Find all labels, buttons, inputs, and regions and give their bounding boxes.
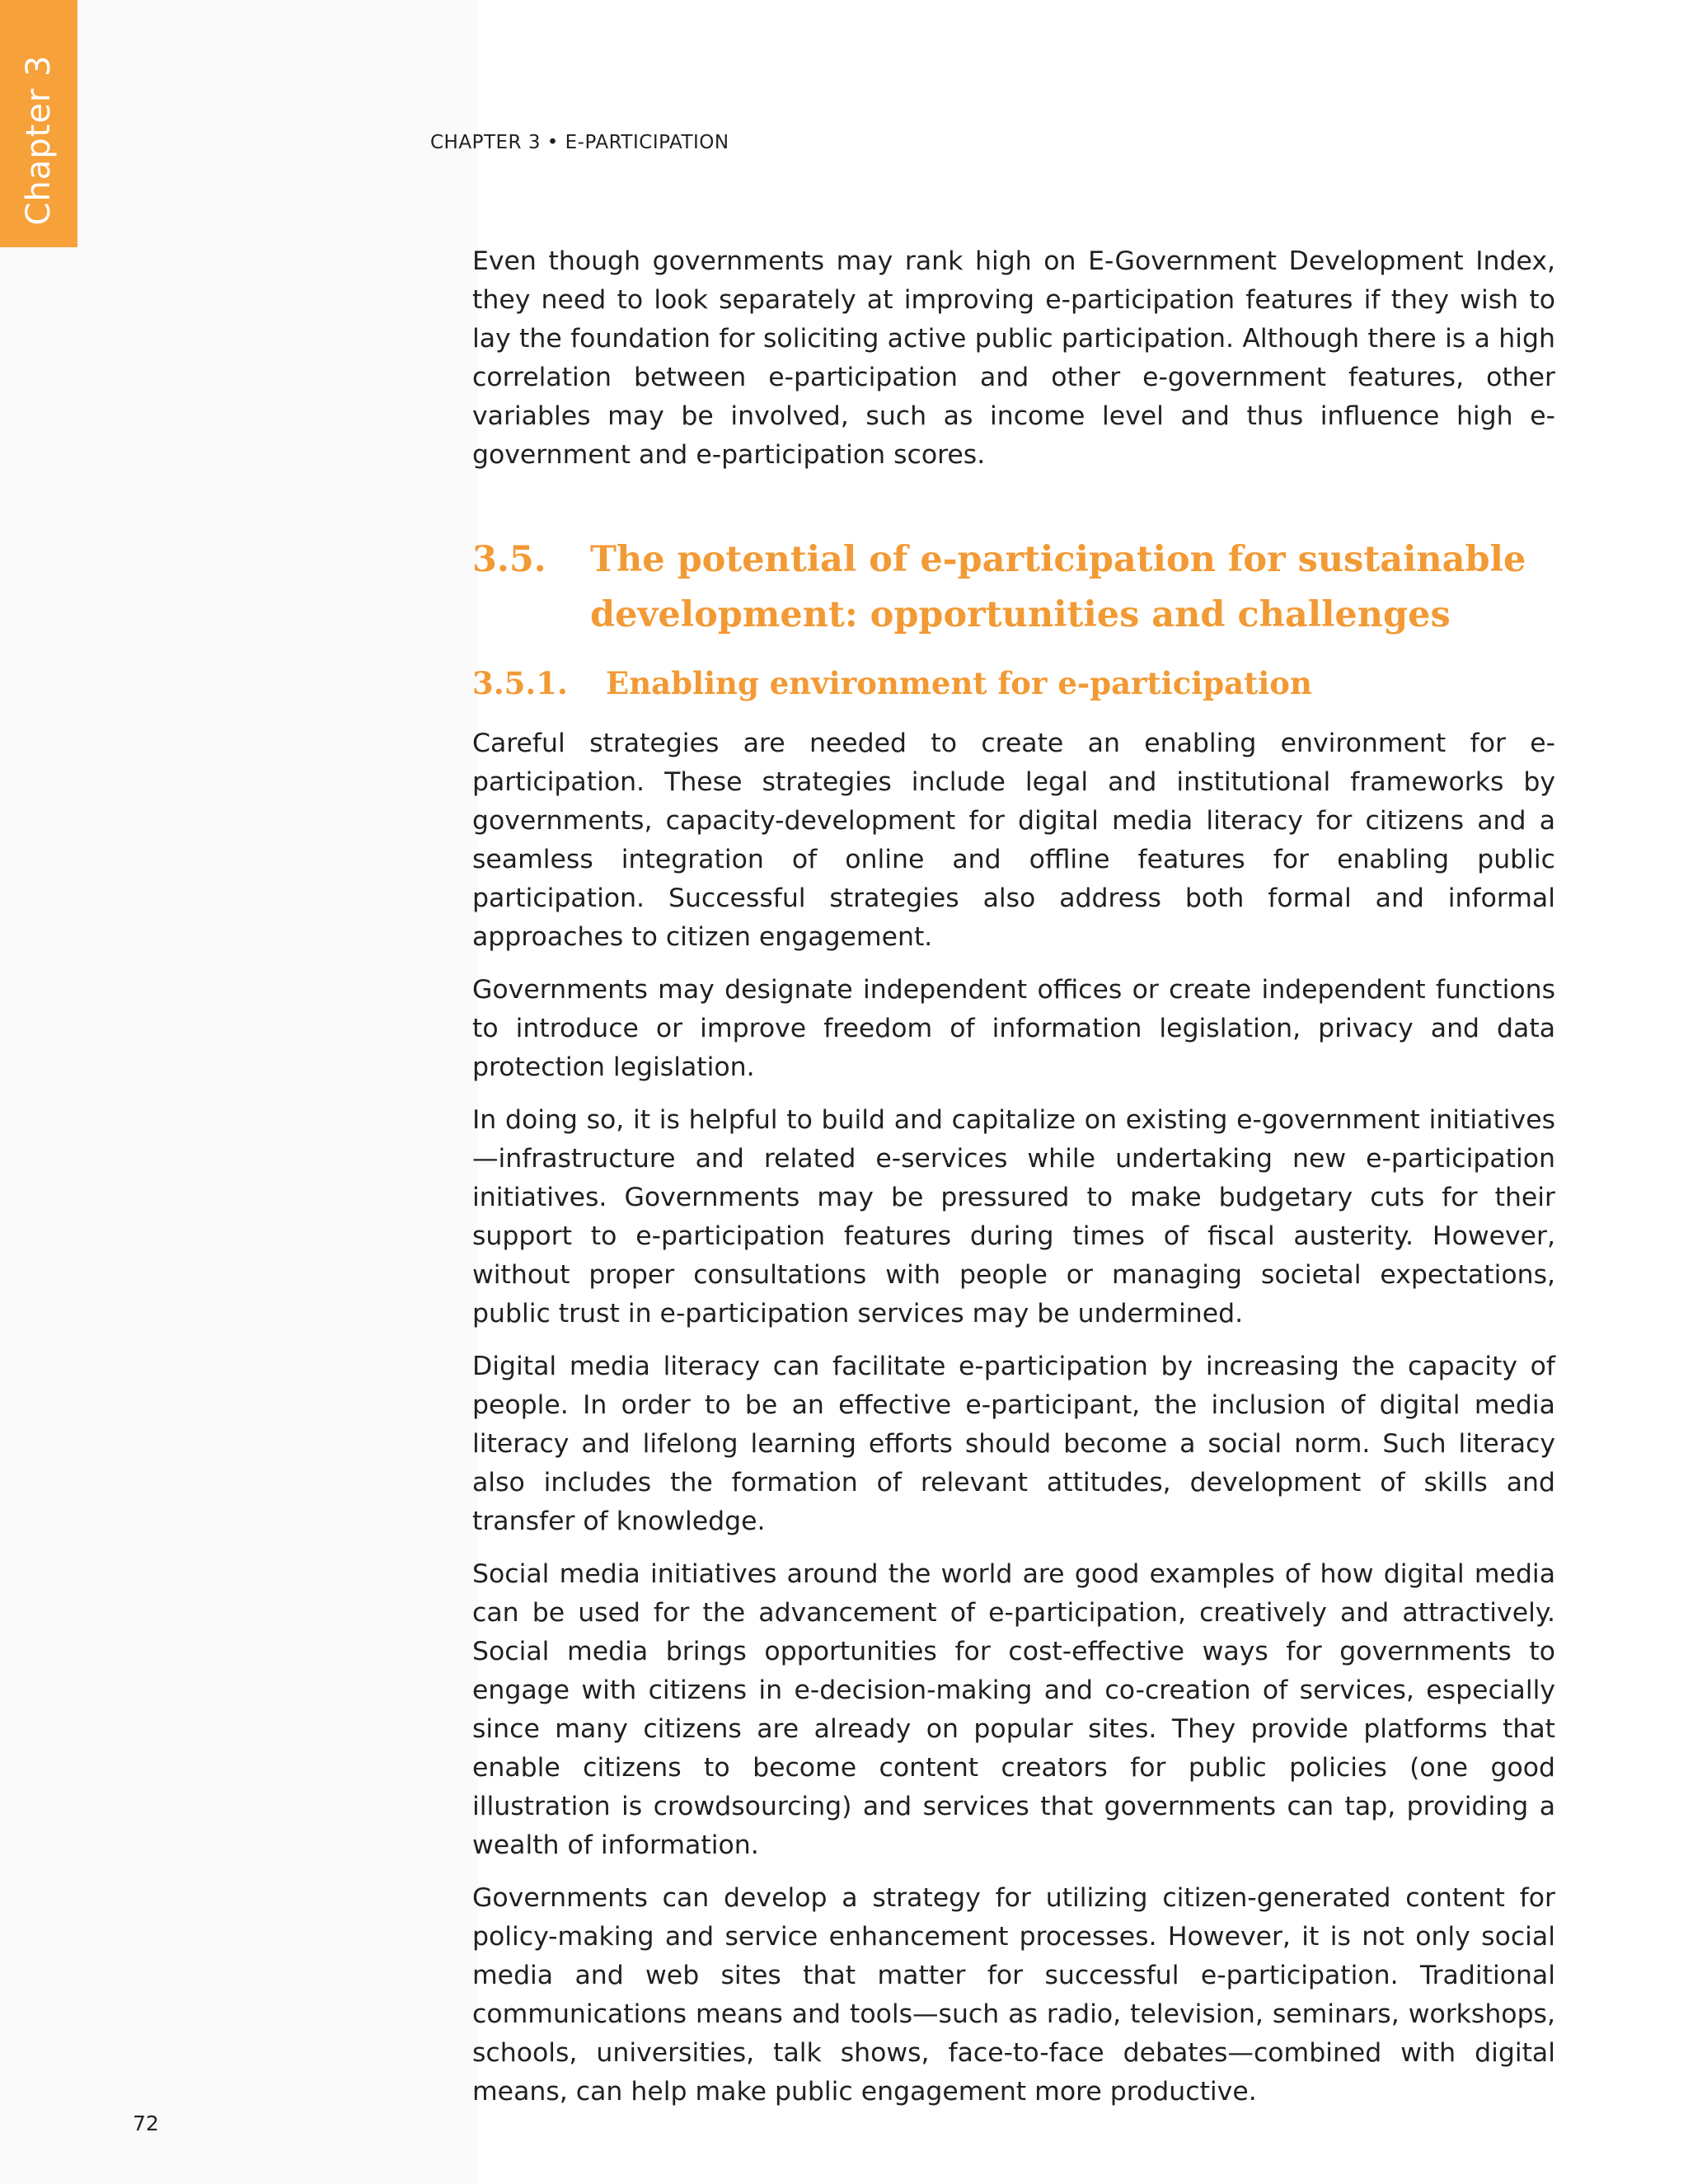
body-paragraph: Governments can develop a strategy for utilizing citizen-generated content for policy-making and service enhancement processes. However, it is not only social media and web sites that matter for successful e-participation. Traditional communications means and tools—such as radio, television, seminars, workshops, schools, universities, talk shows, face-to-face debates—combined with digital means, can help make public engagement more productive. [472, 1883, 1555, 2107]
chapter-tab-label: Chapter 3 [20, 54, 58, 226]
body-paragraph: Social media initiatives around the world are good examples of how digital media can be used for the advancement of e-participation, creatively and attractively. Social media brings opportunities for cost-effective ways for governments to engage with citizens in e-decision-making and co-creation of services, especially since many citizens are already on popular sites. They provide platforms that enable citizens to become content creators for public policies (one good illustration is crowdsourcing) and services that governments can tap, providing a wealth of information. [472, 1559, 1555, 1860]
page-number: 72 [133, 2111, 159, 2135]
margin-shade [0, 0, 478, 2184]
intro-paragraph: Even though governments may rank high on E-Government Development Index, they need to look separately at improving e-participation features if they wish to lay the foundation for soliciting active public participation. Although there is a high correlation between e-participation and other e-government features, other variables may be involved, such as income level and thus influence high e-government and e-participation scores. [472, 246, 1555, 470]
subsection-heading [472, 662, 1555, 705]
running-header: CHAPTER 3 • E-PARTICIPATION [430, 132, 729, 153]
subsection-number: 3.5.1. [472, 665, 568, 701]
section-title: The potential of e-participation for sustainable development: opportunities and challenges [590, 539, 1526, 635]
body-paragraph: Digital media literacy can facilitate e-participation by increasing the capacity of people. In order to be an effective e-participant, the inclusion of digital media literacy and lifelong learning efforts should become a social norm. Such literacy also includes the formation of relevant attitudes, development of skills and transfer of knowledge. [472, 1352, 1555, 1536]
body-paragraph: Careful strategies are needed to create an enabling environment for e-participation. These strategies include legal and institutional frameworks by governments, capacity-development for digital media literacy for citizens and a seamless integration of online and offline features for enabling public participation. Successful strategies also address both formal and informal approaches to citizen engagement. [472, 729, 1555, 952]
body-paragraph: In doing so, it is helpful to build and capitalize on existing e-government initiatives—infrastructure and related e-services while undertaking new e-participation initiatives. Governments may be pressured to make budgetary cuts for their support to e-participation features during times of fiscal austerity. However, without proper consultations with people or managing societal expectations, public trust in e-participation services may be undermined. [472, 1105, 1555, 1329]
body-paragraph: Governments may designate independent offices or create independent functions to introduce or improve freedom of information legislation, privacy and data protection legislation. [472, 975, 1555, 1082]
section-heading [472, 532, 1555, 643]
main-content [472, 242, 1555, 2111]
chapter-tab [0, 0, 77, 247]
section-number: 3.5. [472, 539, 546, 580]
subsection-title: Enabling environment for e-participation [606, 665, 1312, 701]
